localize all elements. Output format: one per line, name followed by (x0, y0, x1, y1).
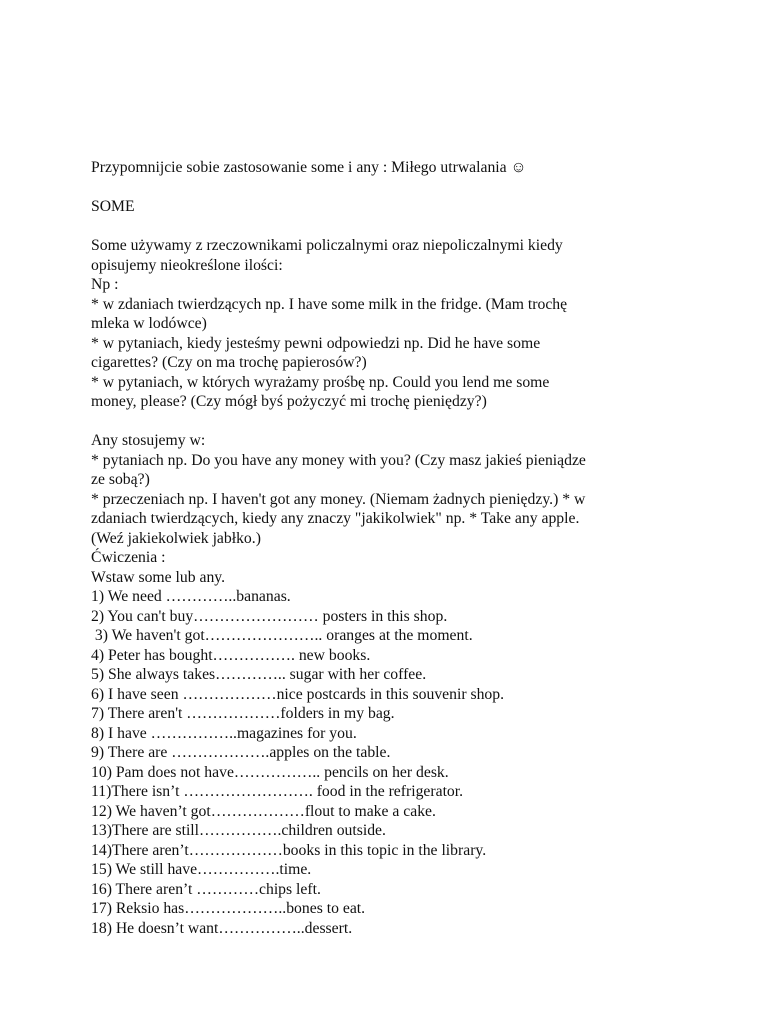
any-explanation (91, 431, 701, 548)
some-line: money, please? (Czy mógł byś pożyczyć mi trochę pieniędzy?) (91, 393, 487, 410)
exercise-item: 9) There are ……………….apples on the table. (91, 744, 391, 761)
exercise-item: 5) She always takes………….. sugar with her coffee. (91, 666, 427, 683)
exercise-item: 17) Reksio has………………..bones to eat. (91, 900, 366, 917)
exercise-item: 14)There aren’t………………books in this topic in the library. (91, 841, 487, 859)
exercise-item: 7) There aren't ………………folders in my bag. (91, 705, 395, 722)
exercise-item: 13)There are still…………….children outside. (91, 822, 386, 839)
spacer (91, 412, 701, 432)
some-line: opisujemy nieokreślone ilości: (91, 256, 283, 274)
exercise-item: 1) We need …………..bananas. (91, 588, 291, 605)
document-body (91, 158, 701, 938)
some-line: * w pytaniach, w których wyrażamy prośbę np. Could you lend me some (91, 373, 550, 391)
exercise-list (91, 587, 701, 938)
any-line: * pytaniach np. Do you have any money with you? (Czy masz jakieś pieniądze (91, 451, 586, 469)
any-line: Any stosujemy w: (91, 432, 206, 449)
spacer (91, 178, 701, 198)
some-line: * w pytaniach, kiedy jesteśmy pewni odpowiedzi np. Did he have some (91, 334, 541, 352)
exercise-item: 18) He doesn’t want……………..dessert. (91, 919, 353, 937)
exercise-item: 4) Peter has bought……………. new books. (91, 646, 371, 664)
some-line: cigarettes? (Czy on ma trochę papierosów?) (91, 354, 367, 371)
intro-line: Przypomnijcie sobie zastosowanie some i any : Miłego utrwalania ☺ (91, 159, 527, 176)
exercise-item: 2) You can't buy…………………… posters in this shop. (91, 607, 448, 625)
some-line: * w zdaniach twierdzących np. I have some milk in the fridge. (Mam trochę (91, 295, 568, 313)
some-line: mleka w lodówce) (91, 315, 207, 332)
any-line: ze sobą?) (91, 471, 150, 488)
any-line: (Weź jakiekolwiek jabłko.) (91, 529, 261, 547)
exercise-item: 10) Pam does not have…………….. pencils on her desk. (91, 763, 449, 781)
exercise-instruction: Wstaw some lub any. (91, 568, 226, 586)
exercises-heading: Ćwiczenia : (91, 549, 166, 566)
exercise-item: 3) We haven't got………………….. oranges at the moment. (91, 627, 473, 644)
exercise-item: 11)There isn’t ……………………. food in the refrigerator. (91, 783, 464, 800)
spacer (91, 217, 701, 237)
any-line: zdaniach twierdzących, kiedy any znaczy "jakikolwiek" np. * Take any apple. (91, 510, 580, 527)
any-line: * przeczeniach np. I haven't got any money. (Niemam żadnych pieniędzy.) * w (91, 490, 586, 508)
some-line: Np : (91, 276, 119, 293)
some-line: Some używamy z rzeczownikami policzalnymi oraz niepoliczalnymi kiedy (91, 237, 563, 254)
exercise-item: 8) I have ……………..magazines for you. (91, 724, 357, 742)
exercise-item: 12) We haven’t got………………flout to make a cake. (91, 802, 436, 820)
some-explanation (91, 236, 701, 412)
exercise-item: 6) I have seen ………………nice postcards in this souvenir shop. (91, 685, 505, 703)
exercise-item: 15) We still have…………….time. (91, 861, 312, 878)
some-heading: SOME (91, 198, 135, 215)
exercise-item: 16) There aren’t …………chips left. (91, 880, 321, 898)
